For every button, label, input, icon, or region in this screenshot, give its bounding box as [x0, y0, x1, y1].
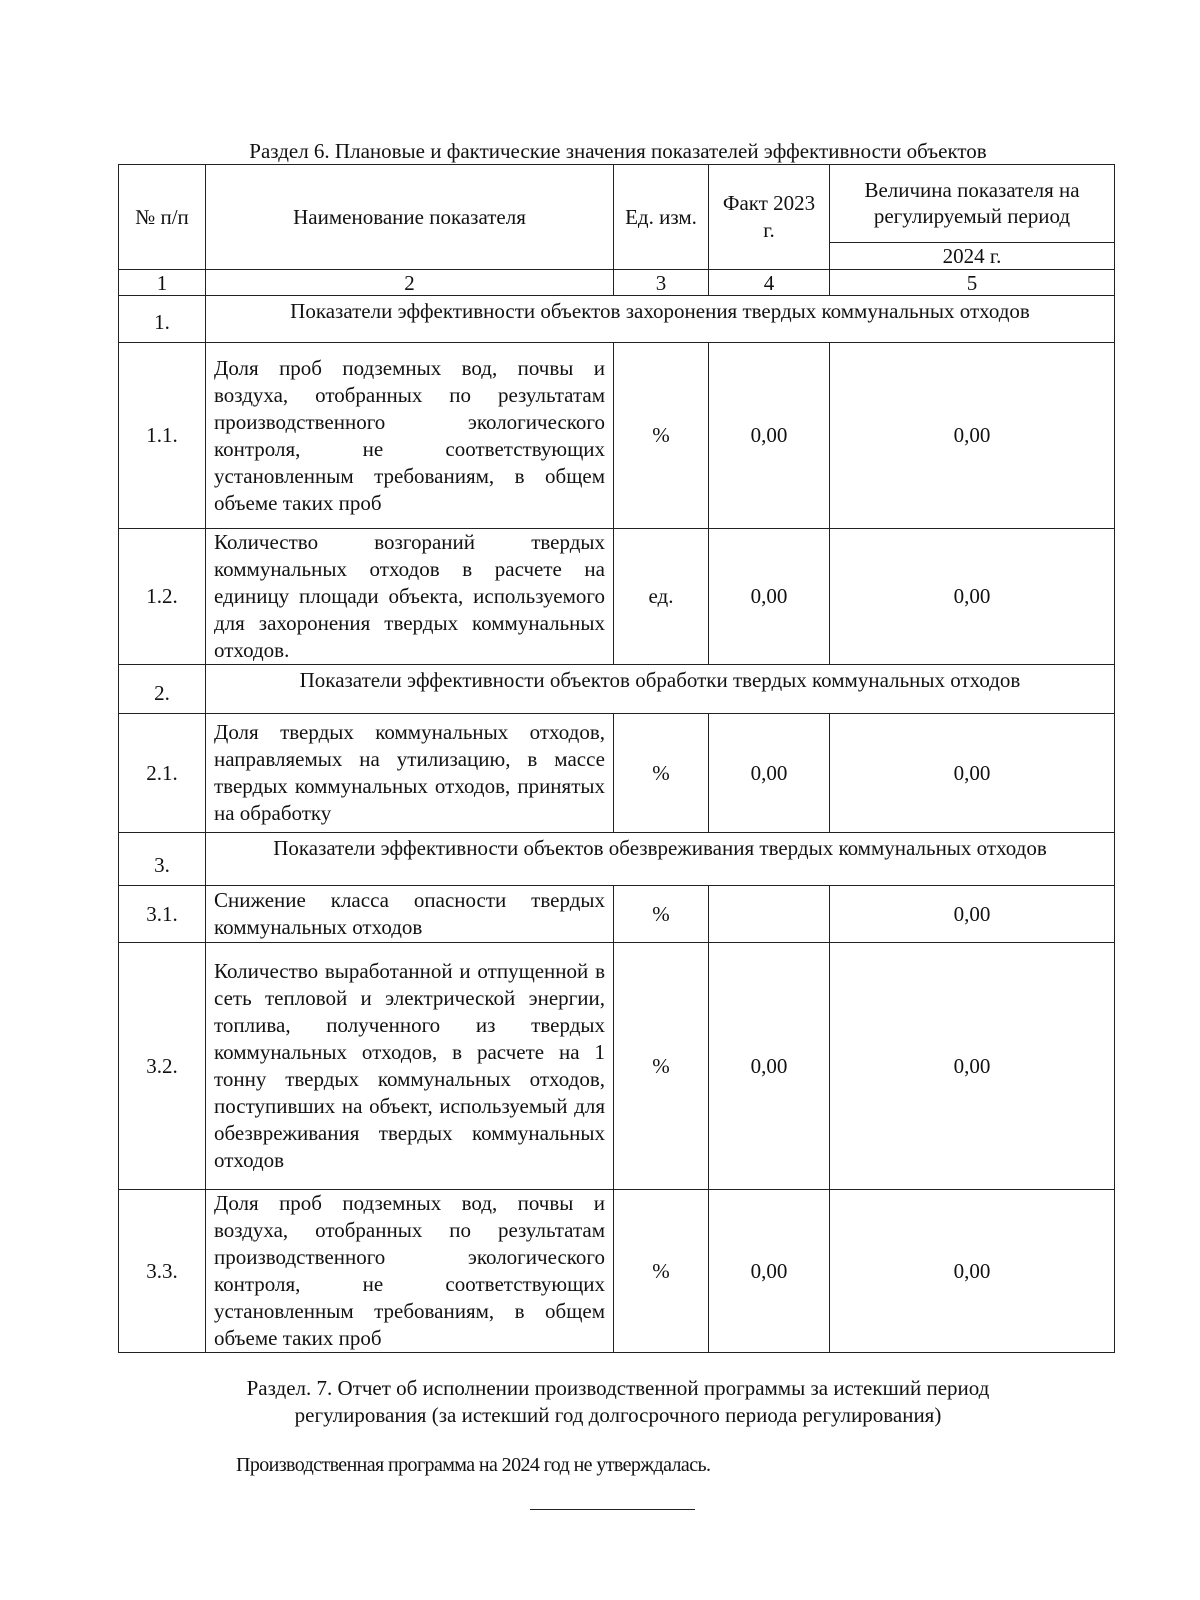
column-number: 1 [119, 270, 206, 296]
row-number: 3.1. [119, 886, 206, 943]
indicator-name: Количество возгораний твердых коммунальных отходов в расчете на единицу площади объекта, используемого для захоронения твердых коммунальных отходов. [206, 529, 614, 665]
header-year: 2024 г. [830, 242, 1115, 269]
indicator-name: Доля проб подземных вод, почвы и воздуха, отобранных по результатам производственного экологического контроля, не соответствующих установленным требованиям, в общем объеме таких проб [206, 343, 614, 529]
section-6-title: Раздел 6. Плановые и фактические значения показателей эффективности объектов [249, 139, 987, 163]
table-header-row [119, 165, 1115, 243]
section-number: 3. [119, 833, 206, 886]
plan-value: 0,00 [830, 943, 1115, 1190]
table-row [119, 943, 1115, 1190]
unit-cell: % [614, 943, 709, 1190]
section-row [119, 296, 1115, 343]
fact-value: 0,00 [709, 714, 830, 833]
unit-cell: % [614, 343, 709, 529]
table-row [119, 714, 1115, 833]
section-row [119, 665, 1115, 714]
column-number: 5 [830, 270, 1115, 296]
indicator-name: Количество выработанной и отпущенной в сеть тепловой и электрической энергии, топлива, полученного из твердых коммунальных отходов, в расчете на 1 тонну твердых коммунальных отходов, поступивших на объект, используемый для обезвреживания твердых коммунальных отходов [206, 943, 614, 1190]
plan-value: 0,00 [830, 714, 1115, 833]
table-row [119, 529, 1115, 665]
fact-value: 0,00 [709, 343, 830, 529]
section-7-title-line-1: Раздел. 7. Отчет об исполнении производственной программы за истекший период [246, 1376, 990, 1400]
fact-value: 0,00 [709, 1190, 830, 1353]
row-number: 1.2. [119, 529, 206, 665]
unit-cell: % [614, 714, 709, 833]
fact-value: 0,00 [709, 529, 830, 665]
plan-value: 0,00 [830, 886, 1115, 943]
indicator-name: Доля твердых коммунальных отходов, направляемых на утилизацию, в массе твердых коммунальных отходов, принятых на обработку [206, 714, 614, 833]
indicator-name: Снижение класса опасности твердых коммунальных отходов [206, 886, 614, 943]
column-number: 2 [206, 270, 614, 296]
header-fact: Факт 2023 г. [709, 165, 830, 270]
column-number: 4 [709, 270, 830, 296]
column-number: 3 [614, 270, 709, 296]
row-number: 2.1. [119, 714, 206, 833]
row-number: 3.3. [119, 1190, 206, 1353]
header-unit: Ед. изм. [614, 165, 709, 270]
row-number: 1.1. [119, 343, 206, 529]
table-row [119, 886, 1115, 943]
section-title: Показатели эффективности объектов захоронения твердых коммунальных отходов [206, 296, 1115, 343]
plan-value: 0,00 [830, 1190, 1115, 1353]
section-number: 2. [119, 665, 206, 714]
header-period: Величина показателя на регулируемый период [830, 165, 1115, 243]
performance-indicators-table [118, 164, 1115, 1353]
header-num: № п/п [119, 165, 206, 270]
table-row [119, 343, 1115, 529]
section-7-title-line-2: регулирования (за истекший год долгосрочного периода регулирования) [294, 1403, 942, 1427]
indicator-name: Доля проб подземных вод, почвы и воздуха, отобранных по результатам производственного экологического контроля, не соответствующих установленным требованиям, в общем объеме таких проб [206, 1190, 614, 1353]
fact-value [709, 886, 830, 943]
footer-divider [530, 1509, 695, 1510]
row-number: 3.2. [119, 943, 206, 1190]
section-number: 1. [119, 296, 206, 343]
fact-value: 0,00 [709, 943, 830, 1190]
unit-cell: ед. [614, 529, 709, 665]
section-title: Показатели эффективности объектов обезвреживания твердых коммунальных отходов [206, 833, 1115, 886]
section-row [119, 833, 1115, 886]
section-7-title [118, 1375, 1118, 1429]
program-note: Производственная программа на 2024 год не утверждалась. [236, 1454, 711, 1476]
unit-cell: % [614, 886, 709, 943]
header-name: Наименование показателя [206, 165, 614, 270]
table-row [119, 1190, 1115, 1353]
plan-value: 0,00 [830, 343, 1115, 529]
section-title: Показатели эффективности объектов обработки твердых коммунальных отходов [206, 665, 1115, 714]
plan-value: 0,00 [830, 529, 1115, 665]
unit-cell: % [614, 1190, 709, 1353]
column-number-row [119, 270, 1115, 296]
